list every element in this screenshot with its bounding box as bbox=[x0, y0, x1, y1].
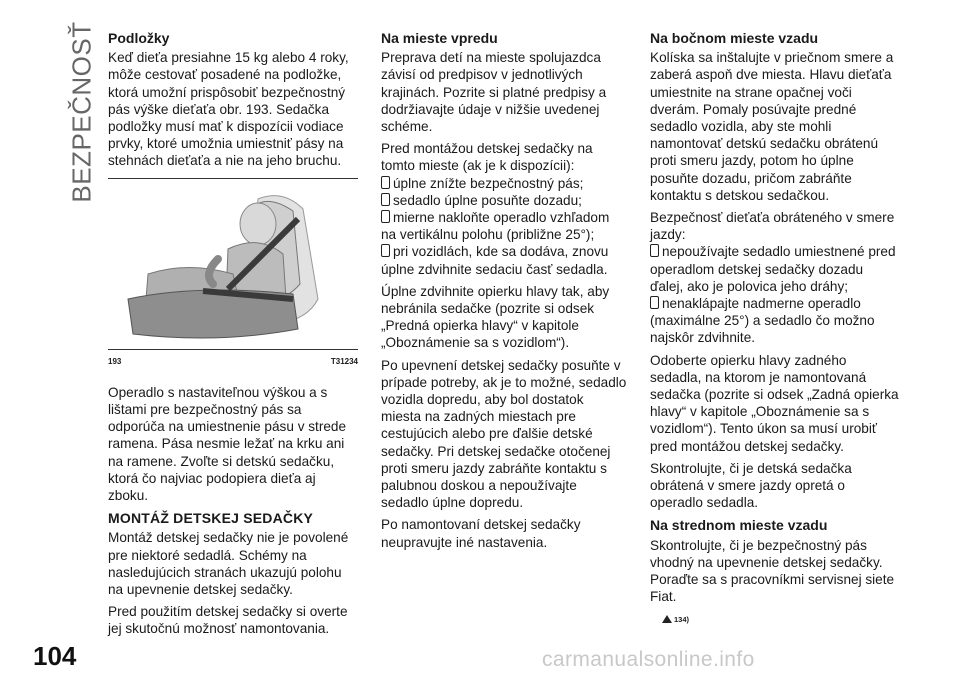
warning-note bbox=[662, 611, 900, 628]
booster-seat-illustration bbox=[108, 179, 358, 347]
bullet-item: nenaklápajte nadmerne operadlo (maximálne 25°) a sedadlo čo možno najskôr zdvihnite. bbox=[650, 296, 875, 346]
paragraph: Pred montážou detskej sedačky na tomto mieste (ak je k dispozícii): bbox=[381, 141, 593, 174]
figure-number: 193 bbox=[108, 356, 122, 366]
heading-side-rear-seat: Na bočnom mieste vzadu bbox=[650, 30, 819, 46]
column-3 bbox=[650, 30, 900, 628]
chapter-title: BEZPEČNOSŤ bbox=[66, 21, 97, 203]
column-2 bbox=[381, 30, 627, 556]
paragraph: Pred použitím detskej sedačky si overte jej skutočnú možnosť namontovania. bbox=[108, 604, 348, 637]
paragraph: Operadlo s nastaviteľnou výškou a s lištami pre bezpečnostný pás sa odporúča na umiestnenie pásu v strede ramena. Pása nesmie ležať na krku ani na ramene. Zvoľte si detskú sedačku, ktorá čo najviac podopiera dieťa aj zboku. bbox=[108, 384, 347, 504]
figure-booster-seat bbox=[108, 178, 358, 350]
figure-code: T31234 bbox=[330, 356, 358, 366]
chapter-side-tab bbox=[62, 22, 102, 202]
paragraph: Úplne zdvihnite opierku hlavy tak, aby nebránila sedačke (pozrite si odsek „Predná opierka hlavy“ v kapitole „Oboznámenie sa s vozidlom“). bbox=[381, 283, 610, 351]
bullet-icon bbox=[381, 210, 390, 223]
section-heading: MONTÁŽ DETSKEJ SEDAČKY bbox=[108, 510, 314, 527]
bullet-item: nepoužívajte sedadlo umiestnené pred operadlom detskej sedačky dozadu ďalej, ako je polovica jeho dráhy; bbox=[650, 244, 896, 294]
paragraph: Preprava detí na mieste spolujazdca závisí od predpisov v jednotlivých krajinách. Pozrite si platné predpisy a dodržiavajte údaje v nižšie uvedenej schéme. bbox=[381, 50, 607, 135]
bullet-item: mierne nakloňte operadlo vzhľadom na vertikálnu polohu (približne 25°); bbox=[381, 210, 610, 243]
paragraph: Skontrolujte, či je detská sedačka obrátená v smere jazdy opretá o operadlo sedadla. bbox=[650, 460, 852, 511]
paragraph: Odoberte opierku hlavy zadného sedadla, na ktorom je namontovaná sedačka (pozrite si odsek „Zadná opierka hlavy“ v kapitole „Oboznámenie sa s vozidlom“). Tento úkon sa musí urobiť pred montážou detskej sedačky. bbox=[650, 352, 899, 454]
bullet-icon bbox=[381, 176, 390, 189]
warning-icon bbox=[662, 615, 672, 623]
bullet-item: úplne znížte bezpečnostný pás; bbox=[381, 175, 627, 192]
note-reference: 134) bbox=[674, 614, 690, 624]
column-1 bbox=[108, 30, 358, 643]
bullet-icon bbox=[381, 193, 390, 206]
paragraph: Kolíska sa inštalujte v priečnom smere a zaberá aspoň dve miesta. Hlavu dieťaťa umiestnite na strane opačnej voči dverám. Pomaly posúvajte predné sedadlo vozidla, aby ste mohli namontovať detskú sedačku obrátenú proti smeru jazdy, potom ho úplne posuňte dozadu, pričom zabráňte kontaktu s detskou sedačkou. bbox=[650, 50, 894, 203]
bullet-icon bbox=[650, 296, 659, 309]
paragraph: Skontrolujte, či je bezpečnostný pás vhodný na upevnenie detskej sedačky. Poraďte sa s pracovníkmi servisnej siete Fiat. bbox=[650, 537, 895, 605]
bullet-icon bbox=[381, 244, 390, 257]
bullet-icon bbox=[650, 244, 659, 257]
bullet-item: pri vozidlách, kde sa dodáva, znovu úplne zdvihnite sedaciu časť sedadla. bbox=[381, 244, 609, 277]
paragraph: Po namontovaní detskej sedačky neupravujte iné nastavenia. bbox=[381, 517, 581, 550]
heading-middle-rear-seat: Na strednom mieste vzadu bbox=[650, 517, 828, 534]
heading-podlozky: Podložky bbox=[108, 30, 170, 46]
page-number: 104 bbox=[33, 641, 77, 671]
paragraph: Bezpečnosť dieťaťa obráteného v smere jazdy: bbox=[650, 210, 895, 243]
heading-front-seat: Na mieste vpredu bbox=[381, 30, 498, 46]
figure-caption bbox=[108, 353, 358, 370]
watermark: carmanualsonline.info bbox=[542, 648, 755, 671]
paragraph: Keď dieťa presiahne 15 kg alebo 4 roky, môže cestovať posadené na podložke, ktorá umožní prispôsobiť bezpečnostný pás výške dieťaťa obr. 193. Sedačka podložky musí mať k dispozícii vodiace prvky, ktoré umožnia umiestniť pásy na stehnách dieťaťa a nie na jeho bruchu. bbox=[108, 50, 349, 169]
bullet-item: sedadlo úplne posuňte dozadu; bbox=[381, 192, 627, 209]
paragraph: Montáž detskej sedačky nie je povolené pre niektoré sedadlá. Schémy na nasledujúcich stranách ukazujú polohu na upevnenie detskej sedačky. bbox=[108, 530, 349, 598]
paragraph: Po upevnení detskej sedačky posuňte v prípade potreby, ak je to možné, sedadlo vozidla dopredu, aby bol dostatok miesta na zadných miestach pre cestujúcich alebo pre ďalšie detské sedačky. Pri detskej sedačke otočenej proti smeru jazdy zabráňte kontaktu s palubnou doskou a nepoužívajte sedadlo úplne dopredu. bbox=[381, 357, 627, 511]
